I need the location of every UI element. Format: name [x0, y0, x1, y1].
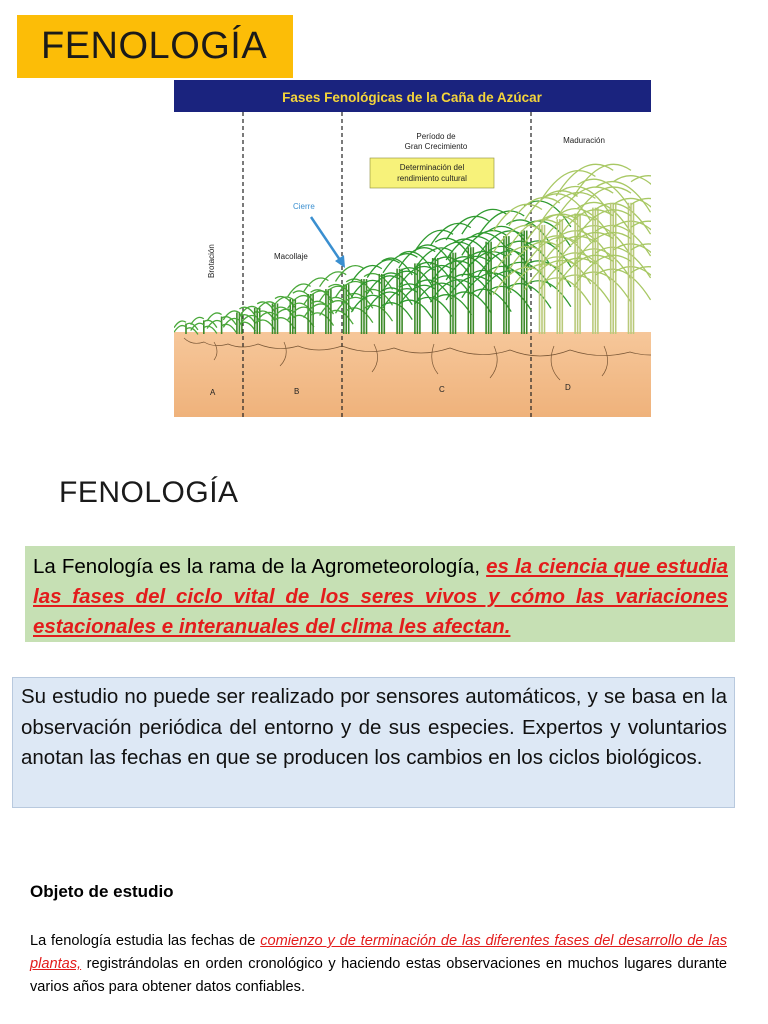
figure-title: Fases Fenológicas de la Caña de Azúcar: [282, 90, 542, 105]
study-box: [12, 677, 735, 808]
phase-d: D: [565, 383, 571, 392]
label-maduracion: Maduración: [563, 136, 605, 145]
label-periodo-1: Período de: [416, 132, 456, 141]
phase-b: B: [294, 387, 300, 396]
phase-a: A: [210, 388, 216, 397]
label-periodo-2: Gran Crecimiento: [404, 142, 468, 151]
sugarcane-phenology-figure: [174, 80, 651, 417]
definition-emphasis: es la ciencia que estudia las fases del ciclo vital de los seres vivos y cómo las variaciones estacionales e interanuales del clima les afectan.: [33, 555, 729, 638]
label-cierre: Cierre: [293, 202, 315, 211]
label-determinacion-1: Determinación del: [399, 163, 465, 172]
soil: [174, 332, 651, 417]
phase-c: C: [439, 385, 445, 394]
label-determinacion-2: rendimiento cultural: [397, 174, 467, 183]
objeto-paragraph: [30, 930, 727, 999]
section-subtitle: FENOLOGÍA: [59, 476, 239, 509]
study-text: Su estudio no puede ser realizado por sensores automáticos, y se basa en la observación periódica del entorno y de sus especies. Expertos y voluntarios anotan las fechas en que se producen los cambios en los ciclos biológicos.: [21, 685, 727, 769]
page-title: FENOLOGÍA: [17, 15, 293, 78]
label-brotacion: Brotación: [207, 244, 216, 278]
definition-box: [25, 546, 735, 642]
objeto-text-end: registrándolas en orden cronológico y haciendo estas observaciones en muchos lugares durante varios años para obtener datos confiables.: [30, 956, 727, 995]
definition-text: La Fenología es la rama de la Agrometeorología,: [33, 555, 487, 578]
objeto-emphasis: comienzo y de terminación de las diferentes fases del desarrollo de las plantas,: [30, 933, 727, 972]
objeto-text-start: La fenología estudia las fechas de: [30, 933, 261, 949]
objeto-title: Objeto de estudio: [30, 882, 174, 901]
label-macollaje: Macollaje: [274, 252, 308, 261]
